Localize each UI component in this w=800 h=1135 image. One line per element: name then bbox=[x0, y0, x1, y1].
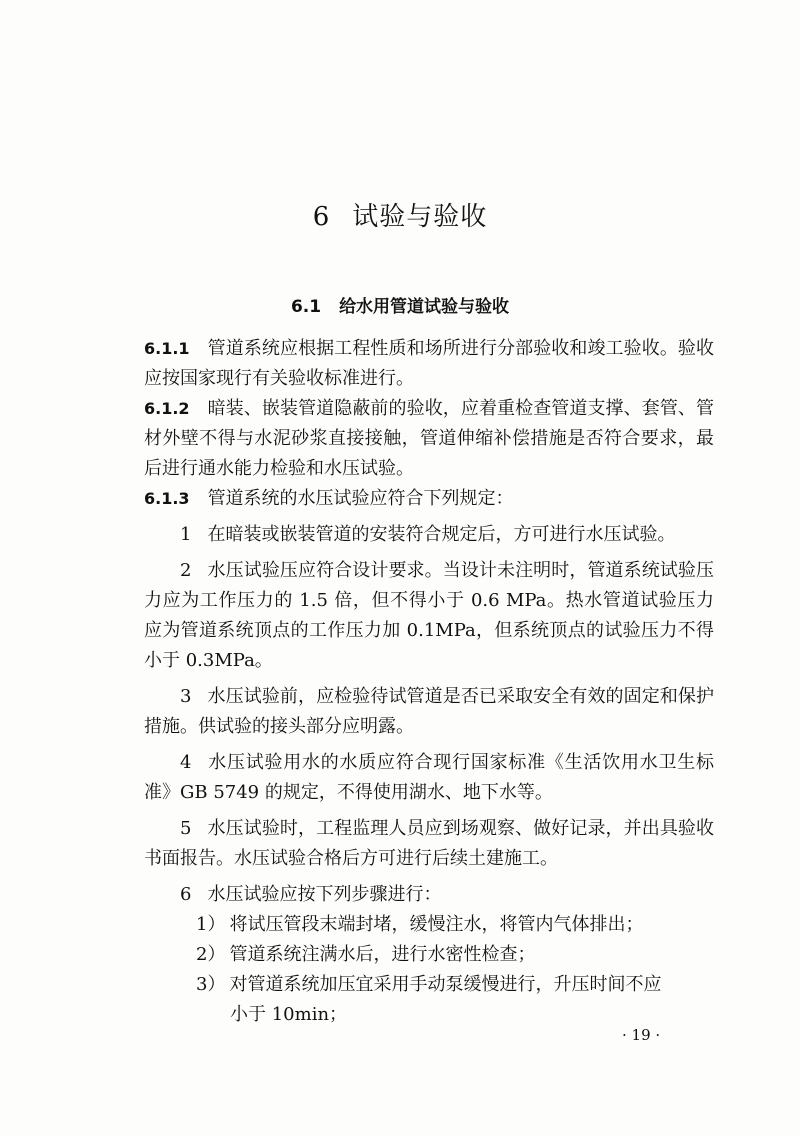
section-number: 6.1 bbox=[290, 297, 322, 317]
item-number: 6 bbox=[180, 884, 192, 905]
item-4 bbox=[144, 748, 714, 808]
page-number: · 19 · bbox=[622, 1026, 661, 1044]
item-text: 水压试验应按下列步骤进行： bbox=[207, 884, 442, 905]
item-2 bbox=[144, 556, 714, 676]
item-number: 1 bbox=[180, 524, 192, 545]
item-text: 水压试验用水的水质应符合现行国家标准《生活饮用水卫生标准》GB 5749 的规定，不得使用湖水、地下水等。 bbox=[144, 752, 714, 803]
item-number: 5 bbox=[180, 818, 192, 839]
chapter-title-text: 试验与验收 bbox=[352, 202, 488, 232]
clause-6-1-2 bbox=[144, 394, 714, 484]
step-number: 1） bbox=[196, 914, 226, 935]
clause-number: 6.1.2 bbox=[144, 399, 190, 418]
item-text: 水压试验前，应检验待试管道是否已采取安全有效的固定和保护措施。供试验的接头部分应明露。 bbox=[144, 686, 714, 737]
clause-number: 6.1.1 bbox=[144, 339, 190, 358]
clause-6-1-1 bbox=[144, 334, 714, 394]
step-text-continuation: 小于 10min； bbox=[230, 1004, 348, 1025]
item-6 bbox=[144, 880, 714, 910]
step-2 bbox=[144, 940, 714, 970]
step-1 bbox=[144, 910, 714, 940]
item-text: 水压试验压应符合设计要求。当设计未注明时，管道系统试验压力应为工作压力的 1.5 倍，但不得小于 0.6 MPa。热水管道试验压力应为管道系统顶点的工作压力加 0.1MPa，但系统顶点的试验压力不得小于 0.3MPa。 bbox=[144, 560, 714, 671]
step-3 bbox=[144, 970, 714, 1000]
chapter-number: 6 bbox=[312, 202, 331, 232]
clause-number: 6.1.3 bbox=[144, 489, 190, 508]
chapter-title bbox=[0, 196, 800, 233]
item-text: 水压试验时，工程监理人员应到场观察、做好记录，并出具验收书面报告。水压试验合格后方可进行后续土建施工。 bbox=[144, 818, 714, 869]
step-text: 对管道系统加压宜采用手动泵缓慢进行，升压时间不应 bbox=[229, 974, 662, 995]
item-number: 4 bbox=[180, 752, 192, 773]
document-body bbox=[144, 334, 714, 1030]
section-title-text: 给水用管道试验与验收 bbox=[339, 297, 510, 317]
item-number: 2 bbox=[180, 560, 192, 581]
clause-6-1-3 bbox=[144, 484, 714, 514]
clause-text: 管道系统应根据工程性质和场所进行分部验收和竣工验收。验收应按国家现行有关验收标准进行。 bbox=[144, 338, 714, 389]
item-number: 3 bbox=[180, 686, 192, 707]
clause-text: 管道系统的水压试验应符合下列规定： bbox=[207, 488, 514, 509]
section-title bbox=[0, 292, 800, 317]
step-text: 将试压管段末端封堵，缓慢注水，将管内气体排出； bbox=[229, 914, 644, 935]
item-5 bbox=[144, 814, 714, 874]
step-number: 2） bbox=[196, 944, 226, 965]
item-3 bbox=[144, 682, 714, 742]
item-text: 在暗装或嵌装管道的安装符合规定后，方可进行水压试验。 bbox=[207, 524, 676, 545]
step-number: 3） bbox=[196, 974, 226, 995]
clause-text: 暗装、嵌装管道隐蔽前的验收，应着重检查管道支撑、套管、管材外壁不得与水泥砂浆直接接触，管道伸缩补偿措施是否符合要求，最后进行通水能力检验和水压试验。 bbox=[144, 398, 714, 479]
item-1 bbox=[144, 520, 714, 550]
step-text: 管道系统注满水后，进行水密性检查； bbox=[229, 944, 536, 965]
